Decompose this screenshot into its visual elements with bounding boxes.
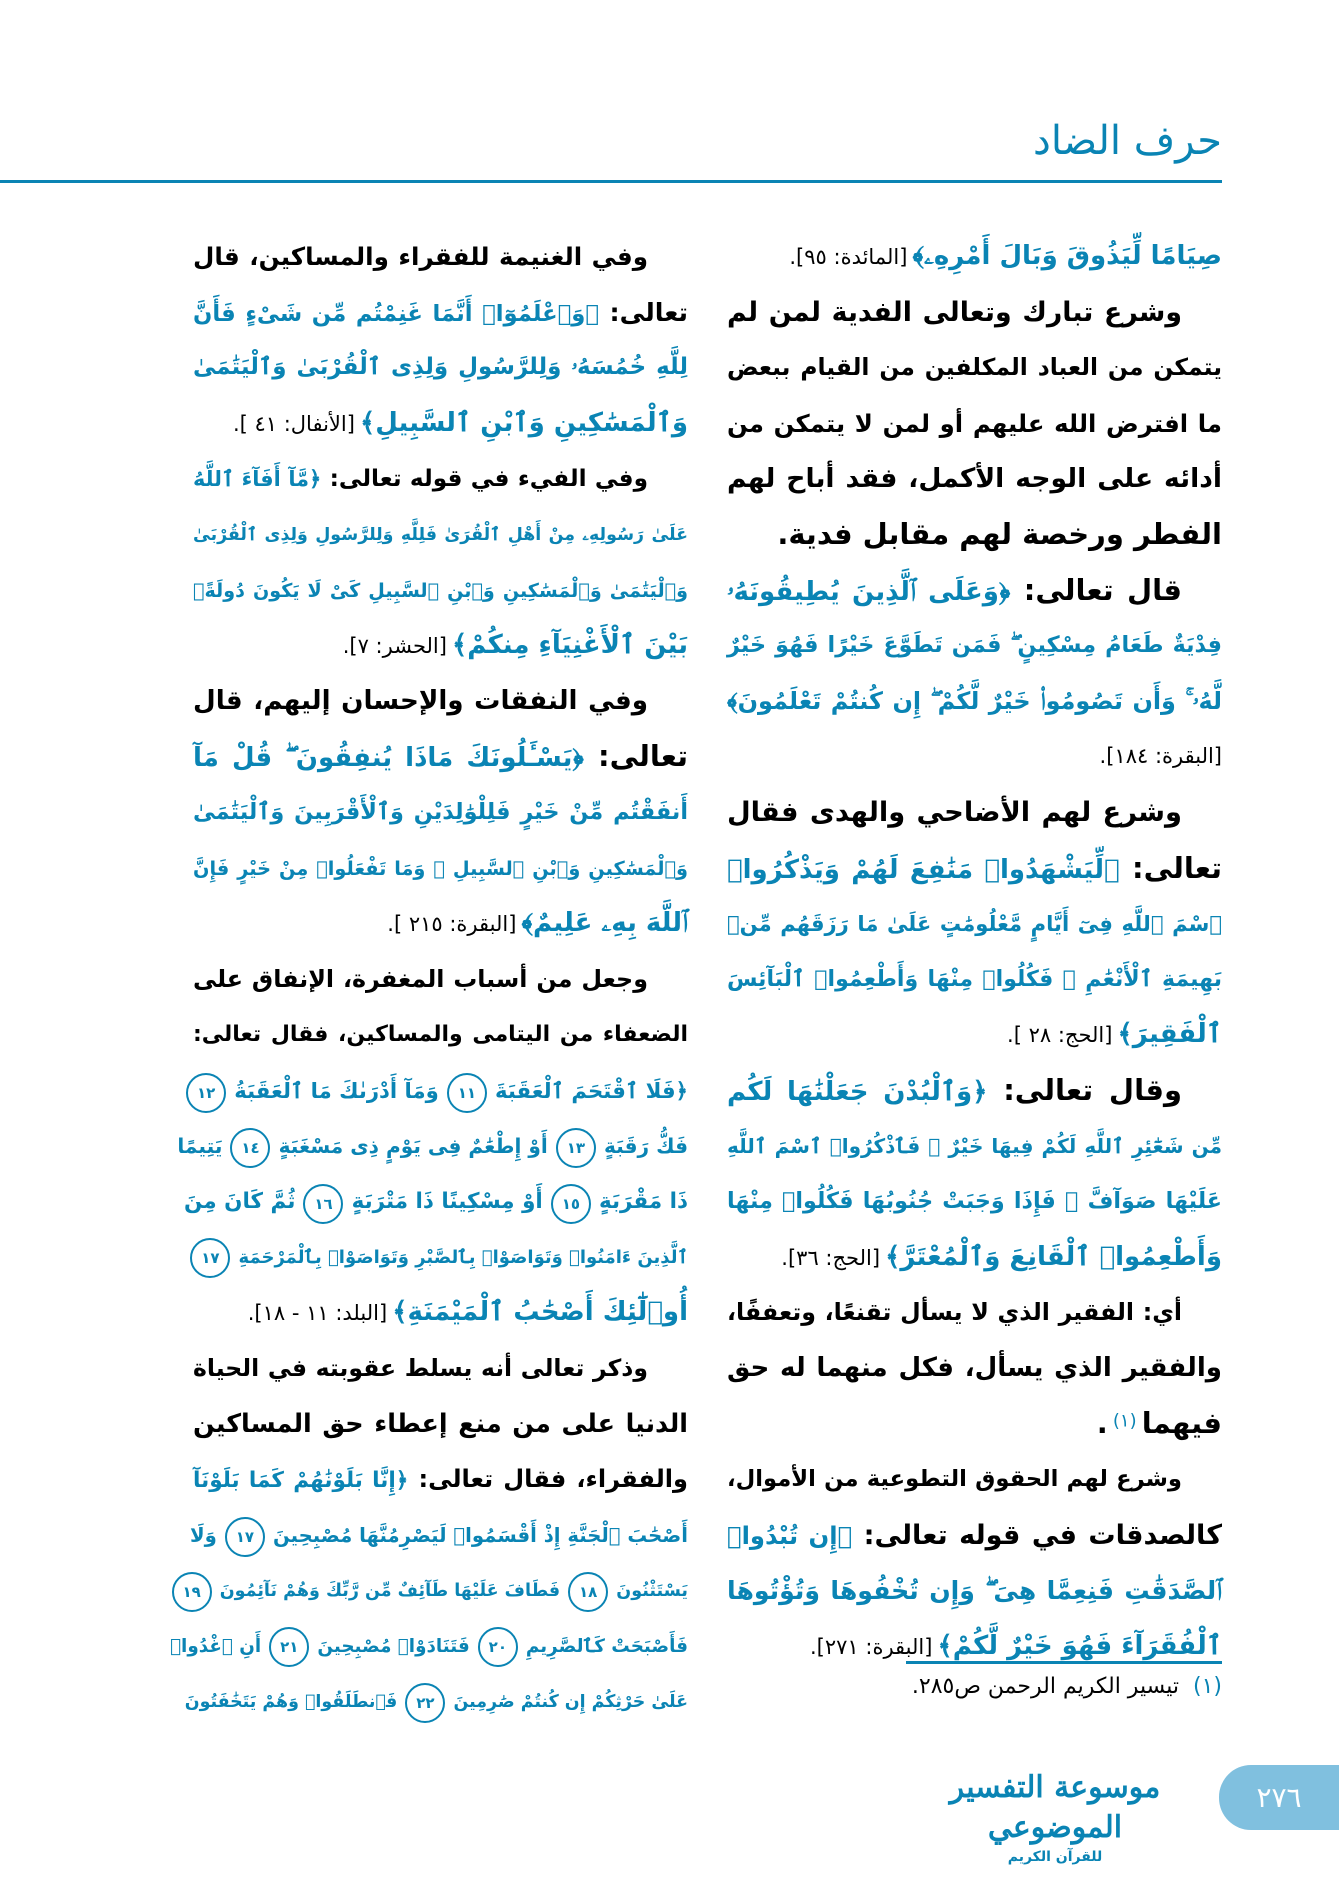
text-line bbox=[193, 1007, 688, 1063]
verse-number-marker: ١٢ bbox=[186, 1073, 226, 1113]
quran-verse-text: ﴿إِنَّا بَلَوْنَٰهُمْ كَمَا بَلَوْنَآ bbox=[193, 1468, 409, 1494]
logo-title: موسوعة التفسير الموضوعي bbox=[949, 1770, 1161, 1845]
quran-verse-text: فَٱنطَلَقُوا۟ وَهُمْ يَتَخَٰفَتُونَ bbox=[184, 1692, 398, 1713]
quran-verse-text: أَصْحَٰبَ ٱلْجَنَّةِ إِذْ أَقْسَمُوا۟ لَيَصْرِمُنَّهَا مُصْبِحِينَ bbox=[272, 1523, 688, 1547]
page-number: ٢٧٦ bbox=[1219, 1765, 1339, 1830]
text-line bbox=[193, 1452, 688, 1508]
prose-text: الدنيا على من منع إعطاء حق المساكين bbox=[193, 1408, 688, 1439]
verse-reference: [الأنفال: ٤١ ]. bbox=[232, 411, 355, 436]
quran-verse-text: وَلَا bbox=[189, 1523, 217, 1547]
verse-reference: [الحج: ٢٨ ]. bbox=[1007, 1023, 1113, 1048]
quran-verse-text: أَنفَقْتُم مِّنْ خَيْرٍ فَلِلْوَٰلِدَيْنِ وَٱلْأَقْرَبِينَ وَٱلْيَتَٰمَىٰ bbox=[193, 798, 688, 825]
prose-text: الفطر ورخصة لهم مقابل فدية. bbox=[777, 516, 1222, 551]
quran-verse-text: ثُمَّ كَانَ مِنَ bbox=[184, 1189, 296, 1215]
prose-text: وشرع تبارك وتعالى الفدية لمن لم bbox=[727, 296, 1182, 328]
prose-text: وجعل من أسباب المغفرة، الإنفاق على bbox=[193, 964, 648, 993]
footnote-marker: (١) bbox=[1112, 1411, 1137, 1433]
quran-verse-text: لِلَّهِ خُمُسَهُۥ وَلِلرَّسُولِ وَلِذِى ٱلْقُرْبَىٰ وَٱلْيَتَٰمَىٰ bbox=[193, 354, 688, 381]
quran-verse-text: أَوْ مِسْكِينًا ذَا مَتْرَبَةٍ bbox=[351, 1189, 543, 1215]
text-line bbox=[727, 785, 1222, 841]
header-divider bbox=[0, 180, 1222, 183]
quran-verse-text: مِّن شَعَٰٓئِرِ ٱللَّهِ لَكُمْ فِيهَا خَيْرٌ ۖ فَٱذْكُرُوا۟ ٱسْمَ ٱللَّهِ bbox=[727, 1133, 1222, 1158]
prose-text: الضعفاء من اليتامى والمساكين، فقال تعالى: bbox=[193, 1022, 688, 1048]
quran-verse-text: لَّهُۥ ۚ وَأَن تَصُومُوا۟ خَيْرٌ لَّكُمْ ۖ إِن كُنتُمْ تَعْلَمُونَ﴾ bbox=[727, 686, 1222, 715]
quran-verse-text: ٱلصَّدَقَٰتِ فَنِعِمَّا هِىَ ۖ وَإِن تُخْفُوهَا وَتُؤْتُوهَا bbox=[727, 1576, 1222, 1606]
text-line bbox=[727, 396, 1222, 452]
prose-text: تعالى: bbox=[583, 739, 688, 774]
verse-number-marker: ١٤ bbox=[230, 1128, 270, 1168]
text-line bbox=[727, 1230, 1222, 1286]
text-line bbox=[727, 841, 1222, 897]
quran-verse-text: بَيْنَ ٱلْأَغْنِيَآءِ مِنكُمْ﴾ bbox=[452, 630, 688, 661]
quran-verse-text: ﴿وَٱلْبُدْنَ جَعَلْنَٰهَا لَكُم bbox=[727, 1076, 988, 1107]
text-line bbox=[193, 563, 688, 619]
text-line bbox=[727, 729, 1222, 785]
text-line bbox=[727, 1285, 1222, 1341]
verse-number-marker: ٢٢ bbox=[405, 1683, 445, 1723]
text-line bbox=[193, 729, 688, 785]
prose-text: وفي النفقات والإحسان إليهم، قال bbox=[193, 685, 648, 716]
quran-verse-text: وَٱلْمَسَٰكِينِ وَٱبْنِ ٱلسَّبِيلِ ۗ وَمَا تَفْعَلُوا۟ مِنْ خَيْرٍ فَإِنَّ bbox=[193, 856, 688, 880]
text-line bbox=[727, 229, 1222, 285]
quran-verse-text: ﴿يَسْـَٔلُونَكَ مَاذَا يُنفِقُونَ ۖ قُلْ مَآ bbox=[193, 743, 584, 774]
quran-verse-text: ﴿وَعَلَى ٱلَّذِينَ يُطِيقُونَهُۥ bbox=[727, 576, 1011, 607]
verse-number-marker: ١٣ bbox=[556, 1128, 596, 1168]
quran-verse-text: ﴿لِّيَشْهَدُوا۟ مَنَٰفِعَ لَهُمْ وَيَذْكُرُوا۟ bbox=[727, 854, 1120, 885]
text-line bbox=[727, 1341, 1222, 1397]
quran-verse-text: فَتَنَادَوْا۟ مُصْبِحِينَ bbox=[317, 1635, 470, 1657]
quran-verse-text: ذَا مَقْرَبَةٍ bbox=[598, 1189, 688, 1215]
verse-number-marker: ١١ bbox=[447, 1073, 487, 1113]
prose-text: كالصدقات في قوله تعالى: bbox=[852, 1519, 1222, 1551]
quran-verse-text: أَوْ إِطْعَٰمٌ فِى يَوْمٍ ذِى مَسْغَبَةٍ bbox=[278, 1133, 548, 1158]
right-column bbox=[727, 229, 1222, 1674]
text-line bbox=[170, 1619, 688, 1675]
quran-verse-text: أُو۟لَٰٓئِكَ أَصْحَٰبُ ٱلْمَيْمَنَةِ﴾ bbox=[392, 1297, 688, 1328]
logo-subtitle: للقرآن الكريم bbox=[1007, 1849, 1103, 1865]
text-line bbox=[727, 563, 1222, 619]
quran-verse-text: وَٱلْيَتَٰمَىٰ وَٱلْمَسَٰكِينِ وَٱبْنِ ٱلسَّبِيلِ كَىْ لَا يَكُونَ دُولَةًۢ bbox=[193, 578, 688, 602]
verse-number-marker: ١٩ bbox=[172, 1572, 212, 1612]
text-line bbox=[727, 1119, 1222, 1175]
prose-text: تعالى: bbox=[598, 297, 689, 327]
verse-reference: [البقرة: ٢١٥ ]. bbox=[387, 912, 517, 937]
quran-verse-text: ٱلْفَقِيرَ﴾ bbox=[1117, 1019, 1222, 1050]
text-line bbox=[193, 451, 688, 507]
text-line bbox=[193, 1396, 688, 1452]
prose-text: وقال تعالى: bbox=[987, 1072, 1182, 1107]
verse-reference: [الحشر: ٧]. bbox=[342, 634, 447, 659]
text-line bbox=[193, 952, 688, 1008]
text-line bbox=[727, 896, 1222, 952]
quran-verse-text: ٱسْمَ ٱللَّهِ فِىٓ أَيَّامٍ مَّعْلُومَٰتٍ عَلَىٰ مَا رَزَقَهُم مِّنۢ bbox=[727, 911, 1222, 937]
prose-text: تعالى: bbox=[1119, 850, 1222, 885]
prose-text: وفي الفيء في قوله تعالى: bbox=[321, 465, 648, 493]
quran-verse-text: فَأَصْبَحَتْ كَٱلصَّرِيمِ bbox=[525, 1635, 688, 1657]
verse-reference: [المائدة: ٩٥]. bbox=[789, 245, 908, 269]
quran-verse-text: فَكُّ رَقَبَةٍ bbox=[603, 1133, 688, 1158]
footnote-text: تيسير الكريم الرحمن ص٢٨٥. bbox=[911, 1674, 1179, 1699]
prose-text: ما افترض الله عليهم أو لمن لا يتمكن من bbox=[727, 408, 1222, 438]
quran-verse-text: ٱللَّهَ بِهِۦ عَلِيمٌ﴾ bbox=[521, 908, 688, 939]
prose-text: وفي الغنيمة للفقراء والمساكين، قال bbox=[193, 242, 648, 271]
text-line bbox=[182, 1563, 688, 1619]
text-line bbox=[193, 229, 688, 285]
prose-text: وشرع لهم الأضاحي والهدى فقال bbox=[727, 796, 1182, 828]
text-line bbox=[193, 1063, 688, 1119]
text-line bbox=[193, 785, 688, 841]
quran-verse-text: عَلَىٰ حَرْثِكُمْ إِن كُنتُمْ صَٰرِمِينَ bbox=[453, 1692, 688, 1713]
text-line bbox=[177, 1119, 688, 1175]
text-line bbox=[727, 285, 1222, 341]
text-line bbox=[727, 1452, 1222, 1508]
prose-text: أدائه على الوجه الأكمل، فقد أباح لهم bbox=[727, 463, 1222, 495]
prose-text: وشرع لهم الحقوق التطوعية من الأموال، bbox=[727, 1466, 1182, 1493]
text-line bbox=[193, 1285, 688, 1341]
text-line bbox=[727, 340, 1222, 396]
text-line bbox=[184, 1174, 688, 1230]
text-line bbox=[193, 507, 688, 563]
footnote-number: (١) bbox=[1192, 1674, 1222, 1699]
prose-text: قال تعالى: bbox=[1010, 572, 1182, 607]
text-line bbox=[193, 896, 688, 952]
prose-text: . bbox=[1096, 1406, 1108, 1441]
quran-verse-text: وَمَآ أَدْرَىٰكَ مَا ٱلْعَقَبَةُ bbox=[234, 1077, 439, 1103]
text-line bbox=[727, 952, 1222, 1008]
chapter-title: حرف الضاد bbox=[1033, 118, 1222, 164]
quran-verse-text: وَأَطْعِمُوا۟ ٱلْقَانِعَ وَٱلْمُعْتَرَّ﴾ bbox=[885, 1241, 1222, 1272]
quran-verse-text: عَلَيْهَا صَوَآفَّ ۖ فَإِذَا وَجَبَتْ جُنُوبُهَا فَكُلُوا۟ مِنْهَا bbox=[727, 1188, 1222, 1215]
quran-verse-text: يَتِيمًا bbox=[177, 1133, 223, 1158]
footnote-divider bbox=[906, 1661, 1222, 1664]
quran-verse-text: فِدْيَةٌ طَعَامُ مِسْكِينٍ ۖ فَمَن تَطَوَّعَ خَيْرًا فَهُوَ خَيْرٌ bbox=[727, 632, 1222, 659]
prose-text: والفقير الذي يسأل، فكل منهما له حق bbox=[727, 1352, 1222, 1383]
text-line bbox=[193, 285, 688, 341]
text-line bbox=[184, 1674, 688, 1730]
verse-reference: [البقرة: ١٨٤]. bbox=[1099, 744, 1222, 769]
text-line bbox=[727, 507, 1222, 563]
prose-text: يتمكن من العباد المكلفين من القيام ببعض bbox=[727, 353, 1222, 382]
text-line bbox=[193, 1230, 688, 1286]
verse-reference: [البلد: ١١ - ١٨]. bbox=[247, 1301, 388, 1326]
encyclopedia-logo bbox=[930, 1768, 1180, 1866]
text-line bbox=[727, 1563, 1222, 1619]
text-line bbox=[189, 1508, 688, 1564]
text-line bbox=[193, 674, 688, 730]
verse-number-marker: ٢٠ bbox=[478, 1627, 518, 1667]
text-line bbox=[727, 451, 1222, 507]
text-line bbox=[727, 1396, 1222, 1452]
text-line bbox=[727, 674, 1222, 730]
text-line bbox=[727, 1007, 1222, 1063]
verse-number-marker: ٢١ bbox=[269, 1627, 309, 1667]
verse-reference: [الحج: ٣٦]. bbox=[781, 1245, 881, 1270]
prose-text: أي: الفقير الذي لا يسأل تقنعًا، وتعففًا، bbox=[727, 1298, 1182, 1327]
quran-verse-text: ﴿فَلَا ٱقْتَحَمَ ٱلْعَقَبَةَ bbox=[494, 1077, 688, 1103]
quran-verse-text: صِيَامًا لِّيَذُوقَ وَبَالَ أَمْرِهِۦ﴾ bbox=[912, 241, 1222, 271]
text-line bbox=[727, 1619, 1222, 1675]
quran-verse-text: أَنِ ٱغْدُوا۟ bbox=[170, 1635, 262, 1657]
quran-verse-text: ﴿إِن تُبْدُوا۟ bbox=[727, 1520, 853, 1550]
quran-verse-text: ﴿وَٱعْلَمُوٓا۟ أَنَّمَا غَنِمْتُم مِّن شَىْءٍ فَأَنَّ bbox=[193, 300, 599, 327]
quran-verse-text: عَلَىٰ رَسُولِهِۦ مِنْ أَهْلِ ٱلْقُرَىٰ فَلِلَّهِ وَلِلرَّسُولِ وَلِذِى ٱلْقُرْبَىٰ bbox=[193, 524, 688, 545]
text-line bbox=[727, 1063, 1222, 1119]
quran-verse-text: ٱلْفُقَرَآءَ فَهُوَ خَيْرٌ لَّكُمْ﴾ bbox=[937, 1630, 1222, 1661]
text-line bbox=[727, 1174, 1222, 1230]
text-line bbox=[193, 1341, 688, 1397]
verse-number-marker: ١٥ bbox=[551, 1184, 591, 1224]
footnote bbox=[912, 1674, 1222, 1699]
verse-reference: [البقرة: ٢٧١]. bbox=[809, 1634, 933, 1659]
text-line bbox=[193, 618, 688, 674]
verse-number-marker: ١٧ bbox=[225, 1517, 265, 1557]
quran-verse-text: ﴿مَّآ أَفَآءَ ٱللَّهُ bbox=[193, 467, 322, 492]
text-line bbox=[193, 841, 688, 897]
quran-verse-text: يَسْتَثْنُونَ bbox=[616, 1581, 688, 1602]
verse-number-marker: ١٨ bbox=[568, 1572, 608, 1612]
text-line bbox=[727, 618, 1222, 674]
quran-verse-text: فَطَافَ عَلَيْهَا طَآئِفٌ مِّن رَّبِّكَ وَهُمْ نَآئِمُونَ bbox=[219, 1581, 561, 1602]
verse-number-marker: ١٧ bbox=[190, 1238, 230, 1278]
quran-verse-text: بَهِيمَةِ ٱلْأَنْعَٰمِ ۖ فَكُلُوا۟ مِنْهَا وَأَطْعِمُوا۟ ٱلْبَآئِسَ bbox=[727, 966, 1222, 992]
text-line bbox=[193, 340, 688, 396]
verse-number-marker: ١٦ bbox=[303, 1184, 343, 1224]
quran-verse-text: ٱلَّذِينَ ءَامَنُوا۟ وَتَوَاصَوْا۟ بِٱلصَّبْرِ وَتَوَاصَوْا۟ بِٱلْمَرْحَمَةِ bbox=[238, 1246, 688, 1268]
prose-text: فيهما bbox=[1141, 1406, 1222, 1441]
prose-text: وذكر تعالى أنه يسلط عقوبته في الحياة bbox=[193, 1353, 648, 1382]
prose-text: والفقراء، فقال تعالى: bbox=[408, 1465, 688, 1494]
text-line bbox=[727, 1508, 1222, 1564]
quran-verse-text: وَٱلْمَسَٰكِينِ وَٱبْنِ ٱلسَّبِيلِ﴾ bbox=[360, 407, 688, 438]
left-column bbox=[170, 229, 689, 1730]
text-line bbox=[193, 396, 688, 452]
